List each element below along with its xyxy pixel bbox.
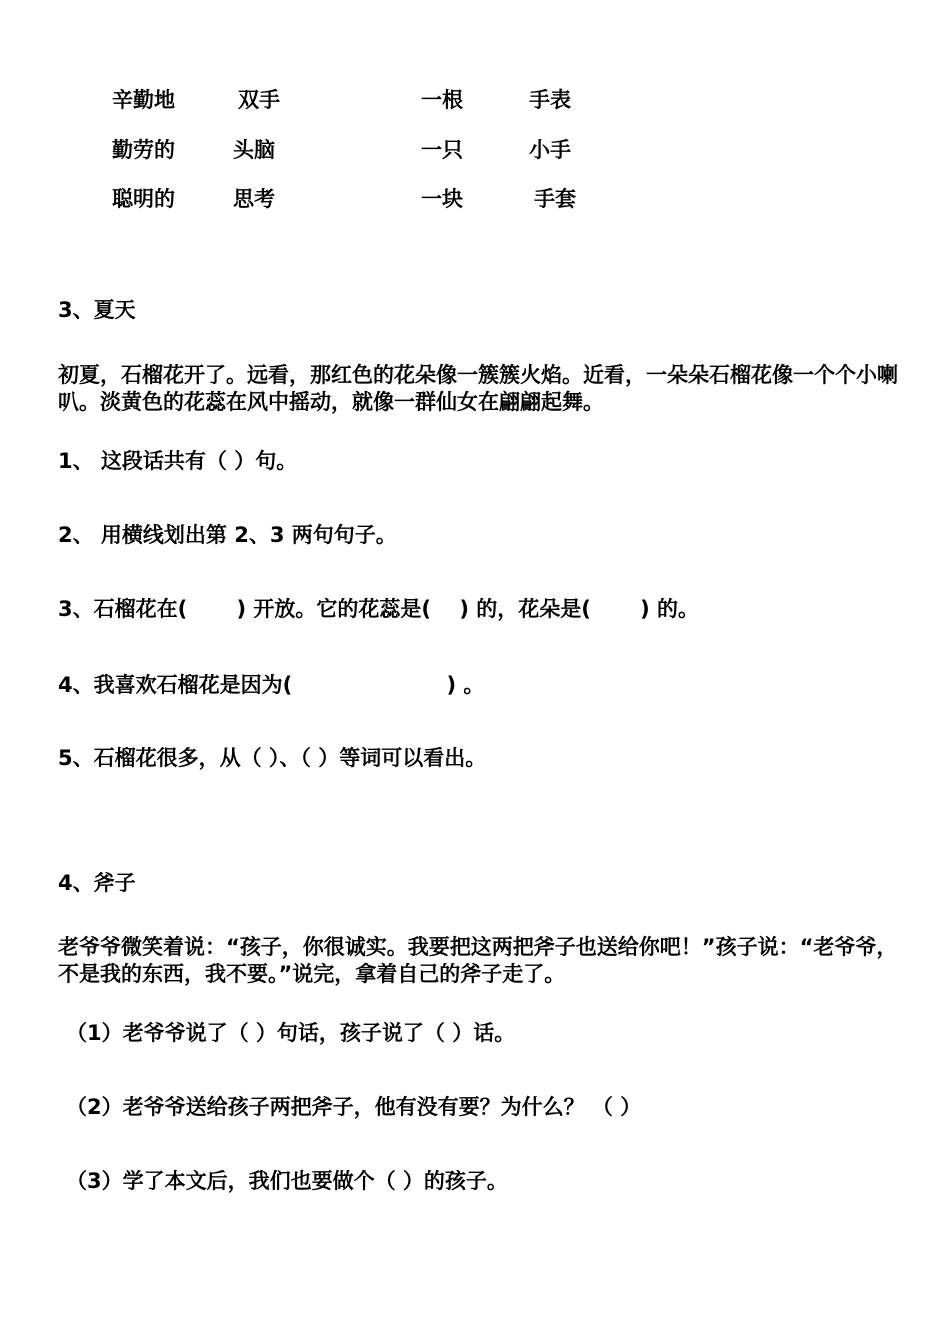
passage: 初夏，石榴花开了。远看，那红色的花朵像一簇簇火焰。近看，一朵朵石榴花像一个个小喇叭。淡黄色的花蕊在风中摇动，就像一群仙女在翩翩起舞。	[58, 363, 898, 414]
word-left-2: 头脑	[233, 138, 275, 162]
word-right-2: 手表	[529, 88, 571, 112]
question: 5、石榴花很多，从（ ）、（ ）等词可以看出。	[58, 746, 487, 770]
word-right-2: 手套	[534, 187, 576, 211]
word-right-1: 一只	[421, 138, 463, 162]
question: （1）老爷爷说了（ ）句话，孩子说了（ ）话。	[66, 1021, 516, 1045]
section-title: 4、斧子	[58, 871, 136, 895]
word-left-1: 辛勤地	[112, 88, 175, 112]
question: 4、我喜欢石榴花是因为( ) 。	[58, 673, 485, 697]
word-left-2: 思考	[233, 187, 275, 211]
question: 2、 用横线划出第 2、3 两句句子。	[58, 523, 397, 547]
word-left-1: 勤劳的	[112, 138, 175, 162]
question: （2）老爷爷送给孩子两把斧子，他有没有要？为什么？ （ ）	[66, 1095, 642, 1119]
word-right-1: 一根	[421, 88, 463, 112]
passage: 老爷爷微笑着说：“孩子，你很诚实。我要把这两把斧子也送给你吧！”孩子说：“老爷爷，不是我的东西，我不要。”说完，拿着自己的斧子走了。	[58, 935, 898, 986]
question: 1、 这段话共有（ ）句。	[58, 449, 298, 473]
word-right-1: 一块	[421, 187, 463, 211]
word-left-1: 聪明的	[112, 187, 175, 211]
question: （3）学了本文后，我们也要做个（ ）的孩子。	[66, 1169, 508, 1193]
word-right-2: 小手	[529, 138, 571, 162]
word-left-2: 双手	[238, 88, 280, 112]
section-title: 3、夏天	[58, 298, 136, 322]
question: 3、石榴花在( ) 开放。它的花蕊是( ) 的，花朵是( ) 的。	[58, 597, 700, 621]
